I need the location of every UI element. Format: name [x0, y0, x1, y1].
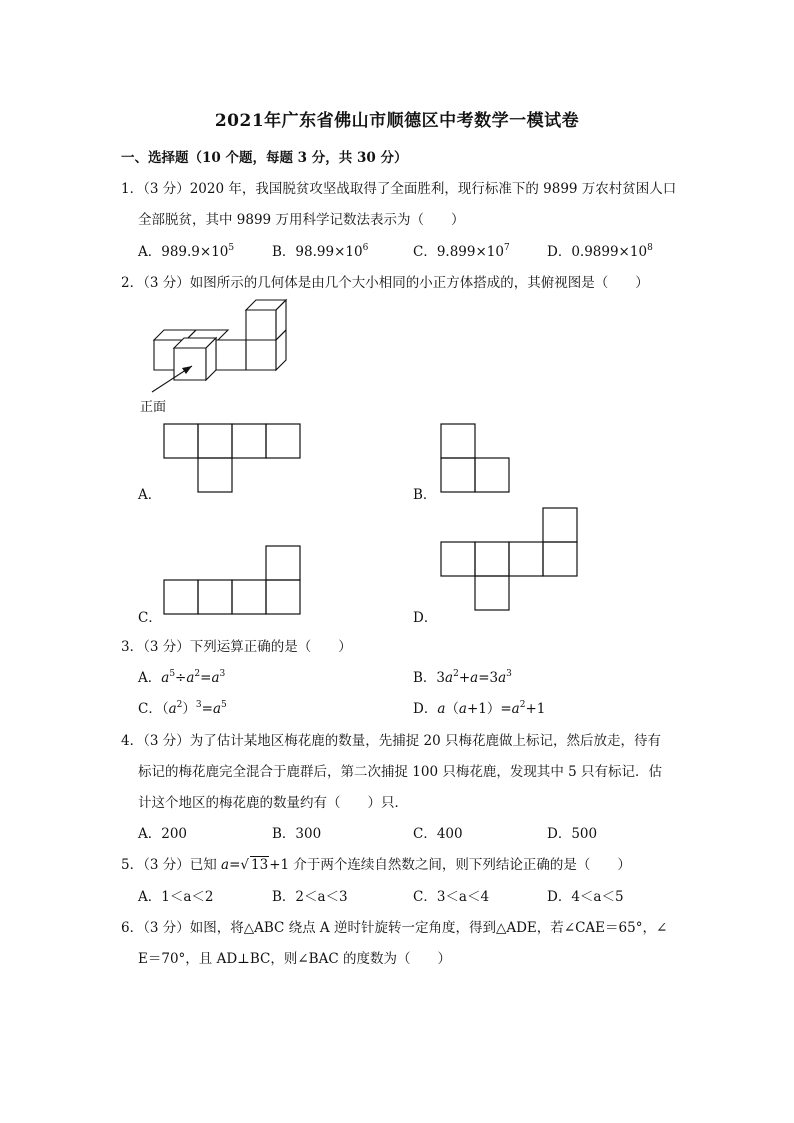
q5-option-c: C．3＜a＜4 — [413, 889, 490, 905]
q3-option-b: B．$3a^2+a=3a^3$ — [413, 669, 512, 686]
q3-line1: 3．（3 分）下列运算正确的是（ ） — [121, 639, 352, 655]
q1-option-d: D．$0.9899\times 10^8$ — [547, 243, 653, 260]
q1-line2: 全部脱贫，其中 9899 万用科学记数法表示为（ ） — [138, 212, 465, 228]
q1-option-a: A．$989.9\times 10^5$ — [138, 243, 235, 260]
q5-option-a: A．1＜a＜2 — [138, 889, 214, 905]
q5-option-b: B．2＜a＜3 — [272, 889, 348, 905]
q3-option-c: C．$(a^2)^3=a^5$ — [138, 700, 227, 717]
q2-option-b-figure — [441, 424, 510, 493]
q4-line3: 计这个地区的梅花鹿的数量约有（ ）只． — [138, 795, 408, 811]
page-title: 2021年广东省佛山市顺德区中考数学一模试卷 — [214, 111, 580, 131]
q1-option-b: B．$98.99\times 10^6$ — [272, 243, 369, 260]
q2-option-d-figure — [441, 508, 578, 611]
cube-solid-figure — [140, 300, 300, 400]
q4-option-b: B．300 — [272, 826, 322, 842]
q5-option-d: D．4＜a＜5 — [547, 889, 624, 905]
q2-option-c-label: C． — [138, 610, 162, 626]
q4-line2: 标记的梅花鹿完全混合于鹿群后，第二次捕捉 100 只梅花鹿，发现其中 5 只有标记．估 — [138, 764, 663, 780]
q6-line1: 6．（3 分）如图，将△ABC 绕点 A 逆时针旋转一定角度，得到△ADE，若∠CAE＝65°，∠ — [121, 920, 668, 936]
q2-option-a-figure — [164, 424, 301, 493]
q2-option-c-figure — [164, 546, 301, 615]
q3-option-a: A．$a^5\div a^2=a^3$ — [138, 669, 226, 686]
q4-option-c: C．400 — [413, 826, 463, 842]
q4-option-d: D．500 — [547, 826, 598, 842]
front-label: 正面 — [140, 400, 167, 415]
q2-line1: 2．（3 分）如图所示的几何体是由几个大小相同的小正方体搭成的，其俯视图是（ ） — [121, 275, 649, 291]
sqrt-radicand: 13 — [251, 857, 269, 873]
q3-option-d: D．$a(a+1)=a^2+1$ — [413, 700, 546, 717]
q4-line1: 4．（3 分）为了估计某地区梅花鹿的数量，先捕捉 20 只梅花鹿做上标记，然后放走，待有 — [121, 733, 661, 749]
q1-line1: 1．（3 分）2020 年，我国脱贫攻坚战取得了全面胜利，现行标准下的 9899 万农村贫困人口 — [121, 181, 677, 197]
q1-option-c: C．$9.899\times 10^7$ — [413, 243, 510, 260]
q2-option-b-label: B． — [413, 487, 437, 503]
q2-option-a-label: A． — [138, 487, 162, 503]
q6-line2: E＝70°，且 AD⊥BC，则∠BAC 的度数为（ ） — [138, 951, 451, 967]
q5-line1: 5．（3 分）已知 a=√ 13+1 介于两个连续自然数之间，则下列结论正确的是（ ） — [121, 857, 631, 873]
section-heading: 一、选择题（10 个题，每题 3 分，共 30 分） — [121, 150, 408, 166]
q2-option-d-label: D． — [413, 610, 438, 626]
q4-option-a: A．200 — [138, 826, 188, 842]
